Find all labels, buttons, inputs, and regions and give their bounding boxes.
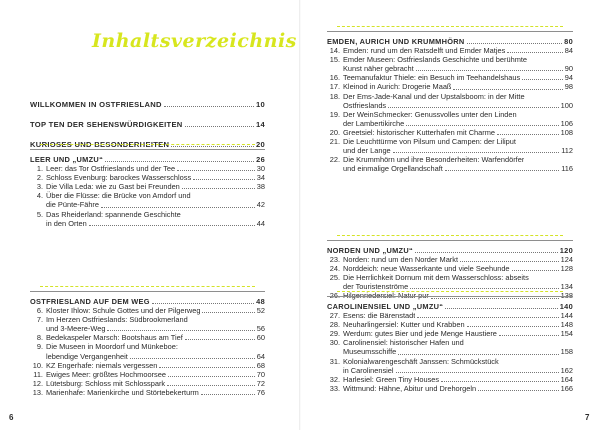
dot-leader <box>388 107 559 108</box>
toc-entry-line[interactable] <box>327 46 573 55</box>
entry-title: und einmalige Orgellandschaft <box>343 164 443 174</box>
page-ref: 154 <box>560 329 573 339</box>
entry-number: 2. <box>36 173 43 183</box>
toc-entry-line[interactable] <box>30 219 265 228</box>
entry-number: 13. <box>32 387 43 397</box>
toc-entry-line[interactable] <box>327 119 573 128</box>
entry-title: Wittmund: Hähne, Abitur und Drehorgeln <box>343 383 477 393</box>
entry-title: lebendige Vergangenheit <box>46 351 128 361</box>
toc-entry-line[interactable] <box>30 173 265 182</box>
entry-title: der Touristenströme <box>343 282 409 292</box>
toc-entry-line[interactable] <box>30 361 265 370</box>
page-ref: 76 <box>256 387 265 397</box>
section-header-label: OSTFRIESLAND AUF DEM WEG <box>30 297 150 306</box>
toc-entry-line[interactable] <box>327 55 573 64</box>
dot-leader <box>416 70 563 71</box>
toc-entry-line[interactable] <box>327 384 573 393</box>
dot-leader <box>467 326 559 327</box>
entry-title: der Lambertikirche <box>343 118 405 128</box>
dot-leader <box>441 381 559 382</box>
page-ref: 166 <box>560 383 573 393</box>
toc-entry-line[interactable] <box>30 388 265 397</box>
entry-number: 6. <box>36 306 43 316</box>
entry-title: Die Krummhörn und ihre Besonderheiten: Warfendörfer <box>343 155 525 165</box>
page-ref: 34 <box>256 173 265 183</box>
entry-number: 10. <box>32 360 43 370</box>
page-ref: 148 <box>560 320 573 330</box>
entry-title: Museumsschiffe <box>343 347 397 357</box>
entry-title: Die Herrlichkeit Dornum mit dem Wasserschloss: abseits <box>343 273 529 283</box>
toc-entry-line[interactable] <box>30 352 265 361</box>
dot-leader <box>168 376 255 377</box>
entry-number: 23. <box>329 255 340 265</box>
toc-section <box>327 31 573 173</box>
entry-title: Schloss Evenburg: barockes Wasserschloss <box>46 173 192 183</box>
dot-leader <box>201 394 255 395</box>
entry-number: 28. <box>329 320 340 330</box>
entry-number: 16. <box>329 73 340 83</box>
toc-entry-line[interactable] <box>327 82 573 91</box>
dot-leader <box>512 270 559 271</box>
page-ref: 90 <box>564 64 573 74</box>
page-ref: 44 <box>256 218 265 228</box>
toc-entry-line[interactable] <box>327 311 573 320</box>
entry-title: und 3-Meere-Weg <box>46 324 106 334</box>
dot-leader <box>445 308 557 309</box>
page-ref: 158 <box>560 347 573 357</box>
dot-leader <box>89 225 255 226</box>
page-ref: 56 <box>256 324 265 334</box>
toc-entry-line[interactable] <box>30 315 265 324</box>
page-ref: 120 <box>559 246 573 255</box>
page-ref: 138 <box>560 291 573 301</box>
dashed-divider <box>337 291 563 292</box>
entry-number: 4. <box>36 191 43 201</box>
dot-leader <box>497 134 559 135</box>
toc-entry-line[interactable] <box>30 210 265 219</box>
toc-entry-line[interactable] <box>30 379 265 388</box>
page-ref: 124 <box>560 255 573 265</box>
entry-title: Harlesiel: Green Tiny Houses <box>343 374 440 384</box>
entry-title: Über die Flüsse: die Brücke von Amdorf und <box>46 191 191 201</box>
entry-title: die Pünte-Fähre <box>46 200 99 210</box>
entry-title: Der WeinSchmecker: Genussvolles unter den Linden <box>343 109 517 119</box>
dot-leader <box>101 207 255 208</box>
entry-number: 22. <box>329 155 340 165</box>
entry-title: Norddeich: neue Wasserkante und viele Seehunde <box>343 264 510 274</box>
entry-title: Emden: rund um den Ratsdelft und Emder Matjes <box>343 46 506 56</box>
dot-leader <box>467 43 563 44</box>
page-ref: 48 <box>256 297 265 306</box>
entry-number: 27. <box>329 311 340 321</box>
toc-entry-line[interactable] <box>30 370 265 379</box>
entry-title: Ostfrieslands <box>343 100 387 110</box>
toc-entry-line[interactable] <box>30 200 265 209</box>
entry-title: Norden: rund um den Norder Markt <box>343 255 459 265</box>
toc-entry-line[interactable] <box>327 320 573 329</box>
dot-leader <box>406 125 558 126</box>
toc-entry-line[interactable] <box>30 191 265 200</box>
section-header[interactable] <box>327 302 573 311</box>
entry-title: in den Orten <box>46 218 87 228</box>
section-header[interactable] <box>30 297 265 306</box>
toc-entry-line[interactable] <box>327 347 573 356</box>
page-ref: 70 <box>256 369 265 379</box>
entry-title: WILLKOMMEN IN OSTFRIESLAND <box>30 100 162 109</box>
dot-leader <box>152 303 254 304</box>
entry-title: KZ Engerhafe: niemals vergessen <box>46 360 158 370</box>
entry-title: KURIOSES UND BESONDERHEITEN <box>30 140 170 150</box>
entry-title: Werdum: gutes Bier und jede Menge Haustiere <box>343 329 497 339</box>
entry-number: 3. <box>36 182 43 192</box>
dashed-divider <box>337 235 563 236</box>
dot-leader <box>202 312 254 313</box>
section-header-label: NORDEN UND „UMZU“ <box>327 246 413 255</box>
entry-title: Kloster Ihlow: Schule Gottes und der Pilgerweg <box>46 306 201 316</box>
page-ref: 106 <box>560 118 573 128</box>
toc-entry-line[interactable] <box>327 110 573 119</box>
entry-title: Kleinod in Aurich: Drogerie Maaß <box>343 82 452 92</box>
toc-entry-line[interactable] <box>327 164 573 173</box>
entry-title: Im Herzen Ostfrieslands: Südbrookmerland <box>46 315 188 325</box>
dot-leader <box>159 367 254 368</box>
entry-number: 26. <box>329 291 340 301</box>
section-header[interactable] <box>327 246 573 255</box>
entry-title: Die Villa Leda: wie zu Gast bei Freunden <box>46 182 180 192</box>
page-ref: 52 <box>256 306 265 316</box>
toc-entry-line[interactable] <box>327 137 573 146</box>
page-ref: 72 <box>256 378 265 388</box>
entry-title: Hilgenriedersiel: Natur pur <box>343 291 429 301</box>
dot-leader <box>107 330 254 331</box>
entry-number: 9. <box>36 342 43 352</box>
page-ref: 64 <box>256 351 265 361</box>
toc-entry-line[interactable] <box>327 366 573 375</box>
toc-entry-line[interactable] <box>327 73 573 82</box>
dashed-divider <box>40 286 255 287</box>
dot-leader <box>185 339 255 340</box>
page-ref: 108 <box>560 127 573 137</box>
dashed-divider <box>337 26 563 27</box>
toc-entry-line[interactable] <box>327 273 573 282</box>
entry-title: TOP TEN DER SEHENSWÜRDIGKEITEN <box>30 120 183 130</box>
dot-leader <box>105 161 254 162</box>
entry-number: 14. <box>329 46 340 56</box>
toc-entry-line[interactable] <box>30 164 265 173</box>
entry-number: 8. <box>36 333 43 343</box>
entry-title: Esens: die Bärenstadt <box>343 311 416 321</box>
entry-title: Bedekaspeler Marsch: Bootshaus am Tief <box>46 333 183 343</box>
dot-leader <box>193 179 255 180</box>
dot-leader <box>130 358 255 359</box>
page-ref: 80 <box>564 37 573 46</box>
entry-number: 5. <box>36 209 43 219</box>
entry-number: 21. <box>329 137 340 147</box>
entry-number: 25. <box>329 273 340 283</box>
page-ref: 98 <box>564 82 573 92</box>
toc-entry-line[interactable] <box>30 333 265 342</box>
dot-leader <box>182 188 255 189</box>
page-ref: 60 <box>256 333 265 343</box>
toc-entry-line[interactable] <box>327 155 573 164</box>
entry-title: Greetsiel: historischer Kutterhafen mit Charme <box>343 127 495 137</box>
entry-number: 29. <box>329 329 340 339</box>
entry-title: Carolinensiel: historischer Hafen und <box>343 338 464 348</box>
toc-entry-line[interactable] <box>327 92 573 101</box>
entry-number: 17. <box>329 82 340 92</box>
right-page <box>300 0 600 430</box>
dot-leader <box>396 372 559 373</box>
intro-entry[interactable] <box>30 120 265 129</box>
entry-number: 31. <box>329 356 340 366</box>
page-ref: 30 <box>256 164 265 174</box>
page-ref: 140 <box>559 302 573 311</box>
entry-number: 33. <box>329 383 340 393</box>
section-header-label: EMDEN, AURICH UND KRUMMHÖRN <box>327 37 465 46</box>
entry-number: 32. <box>329 374 340 384</box>
entry-number: 30. <box>329 338 340 348</box>
toc-entry-line[interactable] <box>327 101 573 110</box>
page-ref: 112 <box>561 146 573 156</box>
section-header-label: LEER UND „UMZU“ <box>30 155 104 164</box>
entry-title: Das Rheiderland: spannende Geschichte <box>46 209 181 219</box>
entry-title: Kunst näher gebracht <box>343 64 414 74</box>
intro-entry[interactable] <box>30 100 265 109</box>
page-number-right: 7 <box>585 413 590 422</box>
toc-entry-line[interactable] <box>327 338 573 347</box>
page-ref: 20 <box>255 140 265 150</box>
section-header[interactable] <box>30 155 265 164</box>
toc-entry-line[interactable] <box>327 128 573 137</box>
toc-entry-line[interactable] <box>30 306 265 315</box>
page-ref: 144 <box>560 311 573 321</box>
dot-leader <box>171 146 254 147</box>
entry-title: Neuharlingersiel: Kutter und Krabben <box>343 320 465 330</box>
page-ref: 84 <box>564 46 573 56</box>
entry-number: 1. <box>36 164 43 174</box>
section-header[interactable] <box>327 37 573 46</box>
entry-number: 20. <box>329 127 340 137</box>
page-number-left: 6 <box>9 413 14 422</box>
toc-entry-line[interactable] <box>327 255 573 264</box>
dashed-divider <box>40 144 255 145</box>
toc-entry-line[interactable] <box>327 146 573 155</box>
entry-number: 24. <box>329 264 340 274</box>
page-ref: 164 <box>560 374 573 384</box>
page-ref: 128 <box>560 264 573 274</box>
dot-leader <box>499 335 559 336</box>
dot-leader <box>417 317 558 318</box>
page-ref: 42 <box>256 200 265 210</box>
entry-number: 7. <box>36 315 43 325</box>
dot-leader <box>415 252 558 253</box>
page-ref: 38 <box>256 182 265 192</box>
entry-title: Die Museen in Moordorf und Münkeboe: <box>46 342 178 352</box>
entry-title: Die Leuchttürme von Pilsum und Campen: der Liliput <box>343 137 516 147</box>
dot-leader <box>185 126 254 127</box>
entry-title: Der Ems-Jade-Kanal und der Upstalsboom: in der Mitte <box>343 91 525 101</box>
entry-title: Leer: das Tor Ostfrieslands und der Tee <box>46 164 176 174</box>
page-ref: 10 <box>255 100 265 109</box>
toc-entry-line[interactable] <box>30 324 265 333</box>
toc-title: Inhaltsverzeichnis <box>92 30 297 52</box>
page-ref: 94 <box>564 73 573 83</box>
toc-entry-line[interactable] <box>30 182 265 191</box>
section-header-label: CAROLINENSIEL UND „UMZU“ <box>327 302 444 311</box>
page-ref: 116 <box>561 164 573 174</box>
entry-title: und der Lange <box>343 146 391 156</box>
toc-entry-line[interactable] <box>327 357 573 366</box>
page-ref: 14 <box>255 120 265 130</box>
toc-entry-line[interactable] <box>327 64 573 73</box>
page-ref: 162 <box>560 365 573 375</box>
entry-number: 18. <box>329 91 340 101</box>
toc-entry-line[interactable] <box>30 342 265 351</box>
dot-leader <box>167 385 255 386</box>
entry-number: 19. <box>329 109 340 119</box>
entry-title: Marienhafe: Marienkirche und Störtebekerturm <box>46 387 199 397</box>
toc-entry-line[interactable] <box>327 329 573 338</box>
entry-number: 12. <box>32 378 43 388</box>
entry-title: in Carolinensiel <box>343 365 394 375</box>
entry-title: Kolonialwarengeschäft Janssen: Schmückstück <box>343 356 499 366</box>
dot-leader <box>445 170 559 171</box>
dot-leader <box>460 261 559 262</box>
entry-title: Teemanufaktur Thiele: ein Besuch im Teehandelshaus <box>343 73 521 83</box>
dot-leader <box>164 106 254 107</box>
entry-title: Emder Museen: Ostfrieslands Geschichte und berühmte <box>343 55 528 65</box>
entry-number: 15. <box>329 55 340 65</box>
toc-section <box>30 149 265 228</box>
page-ref: 68 <box>256 360 265 370</box>
entry-title: Lütetsburg: Schloss mit Schlosspark <box>46 378 166 388</box>
dot-leader <box>507 52 563 53</box>
page-ref: 100 <box>560 100 573 110</box>
dot-leader <box>177 170 255 171</box>
dot-leader <box>522 79 563 80</box>
entry-number: 11. <box>33 369 43 379</box>
page-ref: 26 <box>256 155 265 164</box>
entry-title: Ewiges Meer: größtes Hochmoorsee <box>46 369 166 379</box>
dot-leader <box>410 288 558 289</box>
toc-entry-line[interactable] <box>327 264 573 273</box>
dot-leader <box>398 354 558 355</box>
dot-leader <box>453 89 562 90</box>
toc-entry-line[interactable] <box>327 375 573 384</box>
toc-section <box>30 291 265 397</box>
page-ref: 134 <box>560 282 573 292</box>
toc-section <box>327 296 573 393</box>
dot-leader <box>393 152 560 153</box>
dot-leader <box>478 390 559 391</box>
